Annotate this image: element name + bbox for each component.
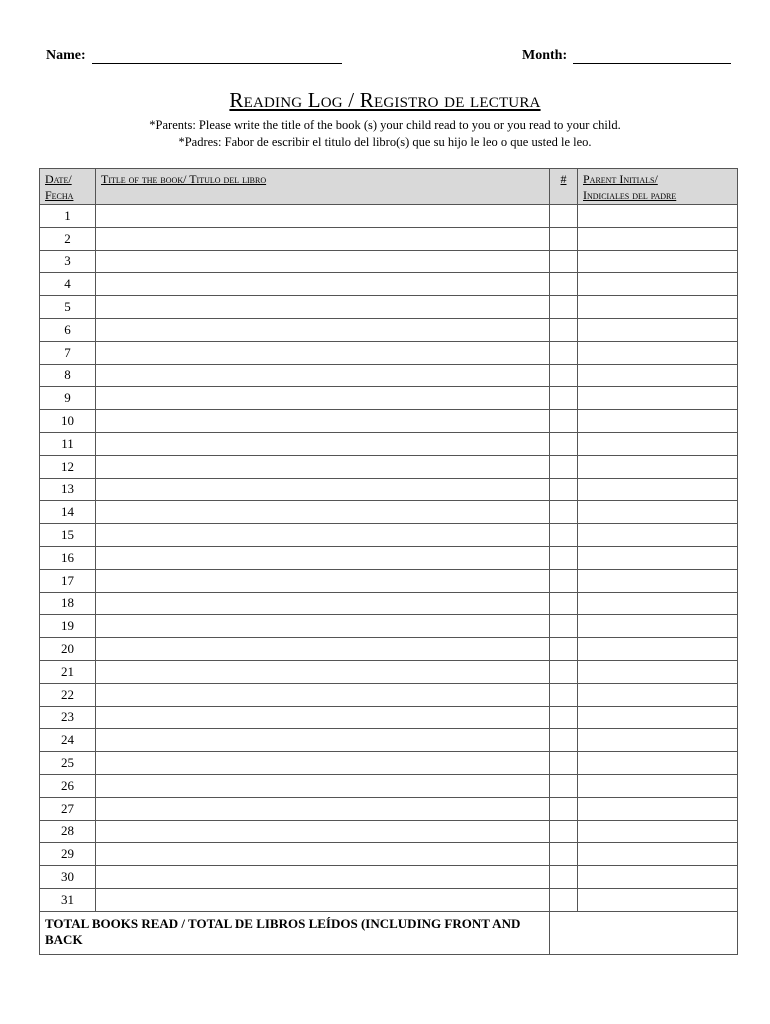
instructions-english: *Parents: Please write the title of the book (s) your child read to you or you read to your child.	[149, 118, 621, 132]
book-count-cell[interactable]	[550, 774, 578, 797]
book-count-cell[interactable]	[550, 455, 578, 478]
table-row	[40, 296, 738, 319]
book-count-cell[interactable]	[550, 524, 578, 547]
book-count-cell[interactable]	[550, 569, 578, 592]
parent-initials-cell[interactable]	[578, 797, 738, 820]
table-row	[40, 774, 738, 797]
parent-initials-cell[interactable]	[578, 410, 738, 433]
book-title-cell[interactable]	[96, 432, 550, 455]
book-title-cell[interactable]	[96, 706, 550, 729]
book-count-cell[interactable]	[550, 660, 578, 683]
row-number: 19	[40, 615, 96, 638]
table-row	[40, 638, 738, 661]
table-row	[40, 432, 738, 455]
table-row	[40, 843, 738, 866]
book-title-cell[interactable]	[96, 364, 550, 387]
book-count-cell[interactable]	[550, 364, 578, 387]
book-title-cell[interactable]	[96, 341, 550, 364]
instructions-spanish: *Padres: Fabor de escribir el titulo del libro(s) que su hijo le leo o que usted le leo.	[178, 135, 592, 149]
row-number: 13	[40, 478, 96, 501]
row-number: 20	[40, 638, 96, 661]
book-title-cell[interactable]	[96, 843, 550, 866]
row-number: 18	[40, 592, 96, 615]
row-number: 15	[40, 524, 96, 547]
parent-initials-cell[interactable]	[578, 774, 738, 797]
table-row	[40, 888, 738, 911]
parent-initials-cell[interactable]	[578, 569, 738, 592]
parent-initials-cell[interactable]	[578, 546, 738, 569]
row-number: 17	[40, 569, 96, 592]
book-title-cell[interactable]	[96, 638, 550, 661]
parent-initials-cell[interactable]	[578, 227, 738, 250]
book-title-cell[interactable]	[96, 410, 550, 433]
table-row	[40, 227, 738, 250]
row-number: 4	[40, 273, 96, 296]
table-row	[40, 706, 738, 729]
book-count-cell[interactable]	[550, 478, 578, 501]
parent-initials-cell[interactable]	[578, 592, 738, 615]
month-field-group	[522, 48, 731, 64]
name-field-group	[46, 48, 342, 64]
initials-header-line1: Parent Initials/	[583, 172, 658, 186]
book-title-cell[interactable]	[96, 774, 550, 797]
book-count-cell[interactable]	[550, 683, 578, 706]
book-title-cell[interactable]	[96, 205, 550, 228]
parent-initials-cell[interactable]	[578, 888, 738, 911]
table-row	[40, 866, 738, 889]
title-column-header	[96, 169, 550, 205]
initials-header-line2: Indiciales del padre	[583, 188, 677, 202]
row-number: 23	[40, 706, 96, 729]
table-row	[40, 250, 738, 273]
row-number: 27	[40, 797, 96, 820]
book-count-cell[interactable]	[550, 752, 578, 775]
book-title-cell[interactable]	[96, 455, 550, 478]
table-row	[40, 387, 738, 410]
row-number: 14	[40, 501, 96, 524]
row-number: 10	[40, 410, 96, 433]
table-row	[40, 205, 738, 228]
parent-initials-cell[interactable]	[578, 752, 738, 775]
row-number: 2	[40, 227, 96, 250]
date-header-line2: Fecha	[45, 188, 74, 202]
book-title-cell[interactable]	[96, 250, 550, 273]
book-count-cell[interactable]	[550, 843, 578, 866]
table-row	[40, 615, 738, 638]
parent-initials-cell[interactable]	[578, 364, 738, 387]
row-number: 11	[40, 432, 96, 455]
parent-initials-cell[interactable]	[578, 387, 738, 410]
book-count-cell[interactable]	[550, 729, 578, 752]
parent-initials-cell[interactable]	[578, 296, 738, 319]
book-count-cell[interactable]	[550, 250, 578, 273]
book-count-cell[interactable]	[550, 546, 578, 569]
book-count-cell[interactable]	[550, 227, 578, 250]
parent-initials-cell[interactable]	[578, 273, 738, 296]
book-title-cell[interactable]	[96, 273, 550, 296]
book-count-cell[interactable]	[550, 615, 578, 638]
book-count-cell[interactable]	[550, 318, 578, 341]
row-number: 9	[40, 387, 96, 410]
row-number: 16	[40, 546, 96, 569]
book-title-cell[interactable]	[96, 318, 550, 341]
book-title-cell[interactable]	[96, 660, 550, 683]
table-row	[40, 364, 738, 387]
book-count-cell[interactable]	[550, 638, 578, 661]
book-title-cell[interactable]	[96, 797, 550, 820]
table-row	[40, 318, 738, 341]
name-blank-line[interactable]	[92, 49, 342, 64]
book-title-cell[interactable]	[96, 592, 550, 615]
book-count-cell[interactable]	[550, 888, 578, 911]
table-row	[40, 820, 738, 843]
total-row	[40, 911, 738, 954]
book-title-cell[interactable]	[96, 227, 550, 250]
book-count-cell[interactable]	[550, 706, 578, 729]
parent-initials-cell[interactable]	[578, 432, 738, 455]
parent-initials-cell[interactable]	[578, 820, 738, 843]
date-column-header	[40, 169, 96, 205]
book-title-cell[interactable]	[96, 569, 550, 592]
parent-initials-cell[interactable]	[578, 866, 738, 889]
book-title-cell[interactable]	[96, 478, 550, 501]
parent-initials-cell[interactable]	[578, 205, 738, 228]
table-row	[40, 501, 738, 524]
table-row	[40, 660, 738, 683]
book-count-cell[interactable]	[550, 592, 578, 615]
row-number: 8	[40, 364, 96, 387]
table-row	[40, 455, 738, 478]
month-label: Month:	[522, 48, 568, 63]
book-title-cell[interactable]	[96, 546, 550, 569]
book-title-cell[interactable]	[96, 501, 550, 524]
count-column-header	[550, 169, 578, 205]
row-number: 5	[40, 296, 96, 319]
table-row	[40, 410, 738, 433]
parent-initials-cell[interactable]	[578, 341, 738, 364]
row-number: 7	[40, 341, 96, 364]
parent-initials-cell[interactable]	[578, 455, 738, 478]
parent-initials-cell[interactable]	[578, 638, 738, 661]
row-number: 28	[40, 820, 96, 843]
book-count-cell[interactable]	[550, 501, 578, 524]
table-row	[40, 341, 738, 364]
book-title-cell[interactable]	[96, 866, 550, 889]
book-title-cell[interactable]	[96, 683, 550, 706]
row-number: 12	[40, 455, 96, 478]
parent-initials-cell[interactable]	[578, 501, 738, 524]
table-row	[40, 797, 738, 820]
book-count-cell[interactable]	[550, 296, 578, 319]
row-number: 31	[40, 888, 96, 911]
initials-column-header	[578, 169, 738, 205]
row-number: 1	[40, 205, 96, 228]
table-row	[40, 683, 738, 706]
book-title-cell[interactable]	[96, 729, 550, 752]
table-header-row	[40, 169, 738, 205]
month-blank-line[interactable]	[573, 49, 731, 64]
total-books-label: TOTAL BOOKS READ / TOTAL DE LIBROS LEÍDOS (INCLUDING FRONT AND BACK	[40, 911, 550, 954]
page-title: Reading Log / Registro de lectura	[229, 88, 541, 112]
row-number: 3	[40, 250, 96, 273]
parent-initials-cell[interactable]	[578, 524, 738, 547]
parent-initials-cell[interactable]	[578, 729, 738, 752]
table-row	[40, 478, 738, 501]
parent-initials-cell[interactable]	[578, 615, 738, 638]
book-count-cell[interactable]	[550, 820, 578, 843]
parent-initials-cell[interactable]	[578, 843, 738, 866]
parent-initials-cell[interactable]	[578, 318, 738, 341]
book-title-cell[interactable]	[96, 888, 550, 911]
parent-initials-cell[interactable]	[578, 660, 738, 683]
table-row	[40, 729, 738, 752]
row-number: 29	[40, 843, 96, 866]
book-title-cell[interactable]	[96, 524, 550, 547]
parent-initials-cell[interactable]	[578, 478, 738, 501]
book-count-cell[interactable]	[550, 387, 578, 410]
row-number: 22	[40, 683, 96, 706]
parent-initials-cell[interactable]	[578, 250, 738, 273]
table-row	[40, 524, 738, 547]
table-row	[40, 273, 738, 296]
row-number: 21	[40, 660, 96, 683]
date-header-line1: Date/	[45, 172, 72, 186]
count-header-label: #	[560, 172, 567, 186]
table-row	[40, 752, 738, 775]
book-title-cell[interactable]	[96, 752, 550, 775]
book-title-cell[interactable]	[96, 615, 550, 638]
book-title-cell[interactable]	[96, 387, 550, 410]
book-title-cell[interactable]	[96, 296, 550, 319]
row-number: 24	[40, 729, 96, 752]
name-label: Name:	[46, 48, 86, 63]
book-count-cell[interactable]	[550, 866, 578, 889]
parent-initials-cell[interactable]	[578, 706, 738, 729]
total-books-cell[interactable]	[550, 911, 738, 954]
table-row	[40, 546, 738, 569]
row-number: 26	[40, 774, 96, 797]
book-count-cell[interactable]	[550, 432, 578, 455]
book-count-cell[interactable]	[550, 797, 578, 820]
book-count-cell[interactable]	[550, 341, 578, 364]
book-count-cell[interactable]	[550, 273, 578, 296]
book-count-cell[interactable]	[550, 205, 578, 228]
row-number: 25	[40, 752, 96, 775]
book-count-cell[interactable]	[550, 410, 578, 433]
row-number: 6	[40, 318, 96, 341]
table-body	[40, 205, 738, 912]
book-title-cell[interactable]	[96, 820, 550, 843]
row-number: 30	[40, 866, 96, 889]
table-row	[40, 569, 738, 592]
parent-initials-cell[interactable]	[578, 683, 738, 706]
reading-log-table	[39, 168, 738, 955]
table-row	[40, 592, 738, 615]
title-header-label: Title of the book/ Titulo del libro	[101, 172, 267, 186]
